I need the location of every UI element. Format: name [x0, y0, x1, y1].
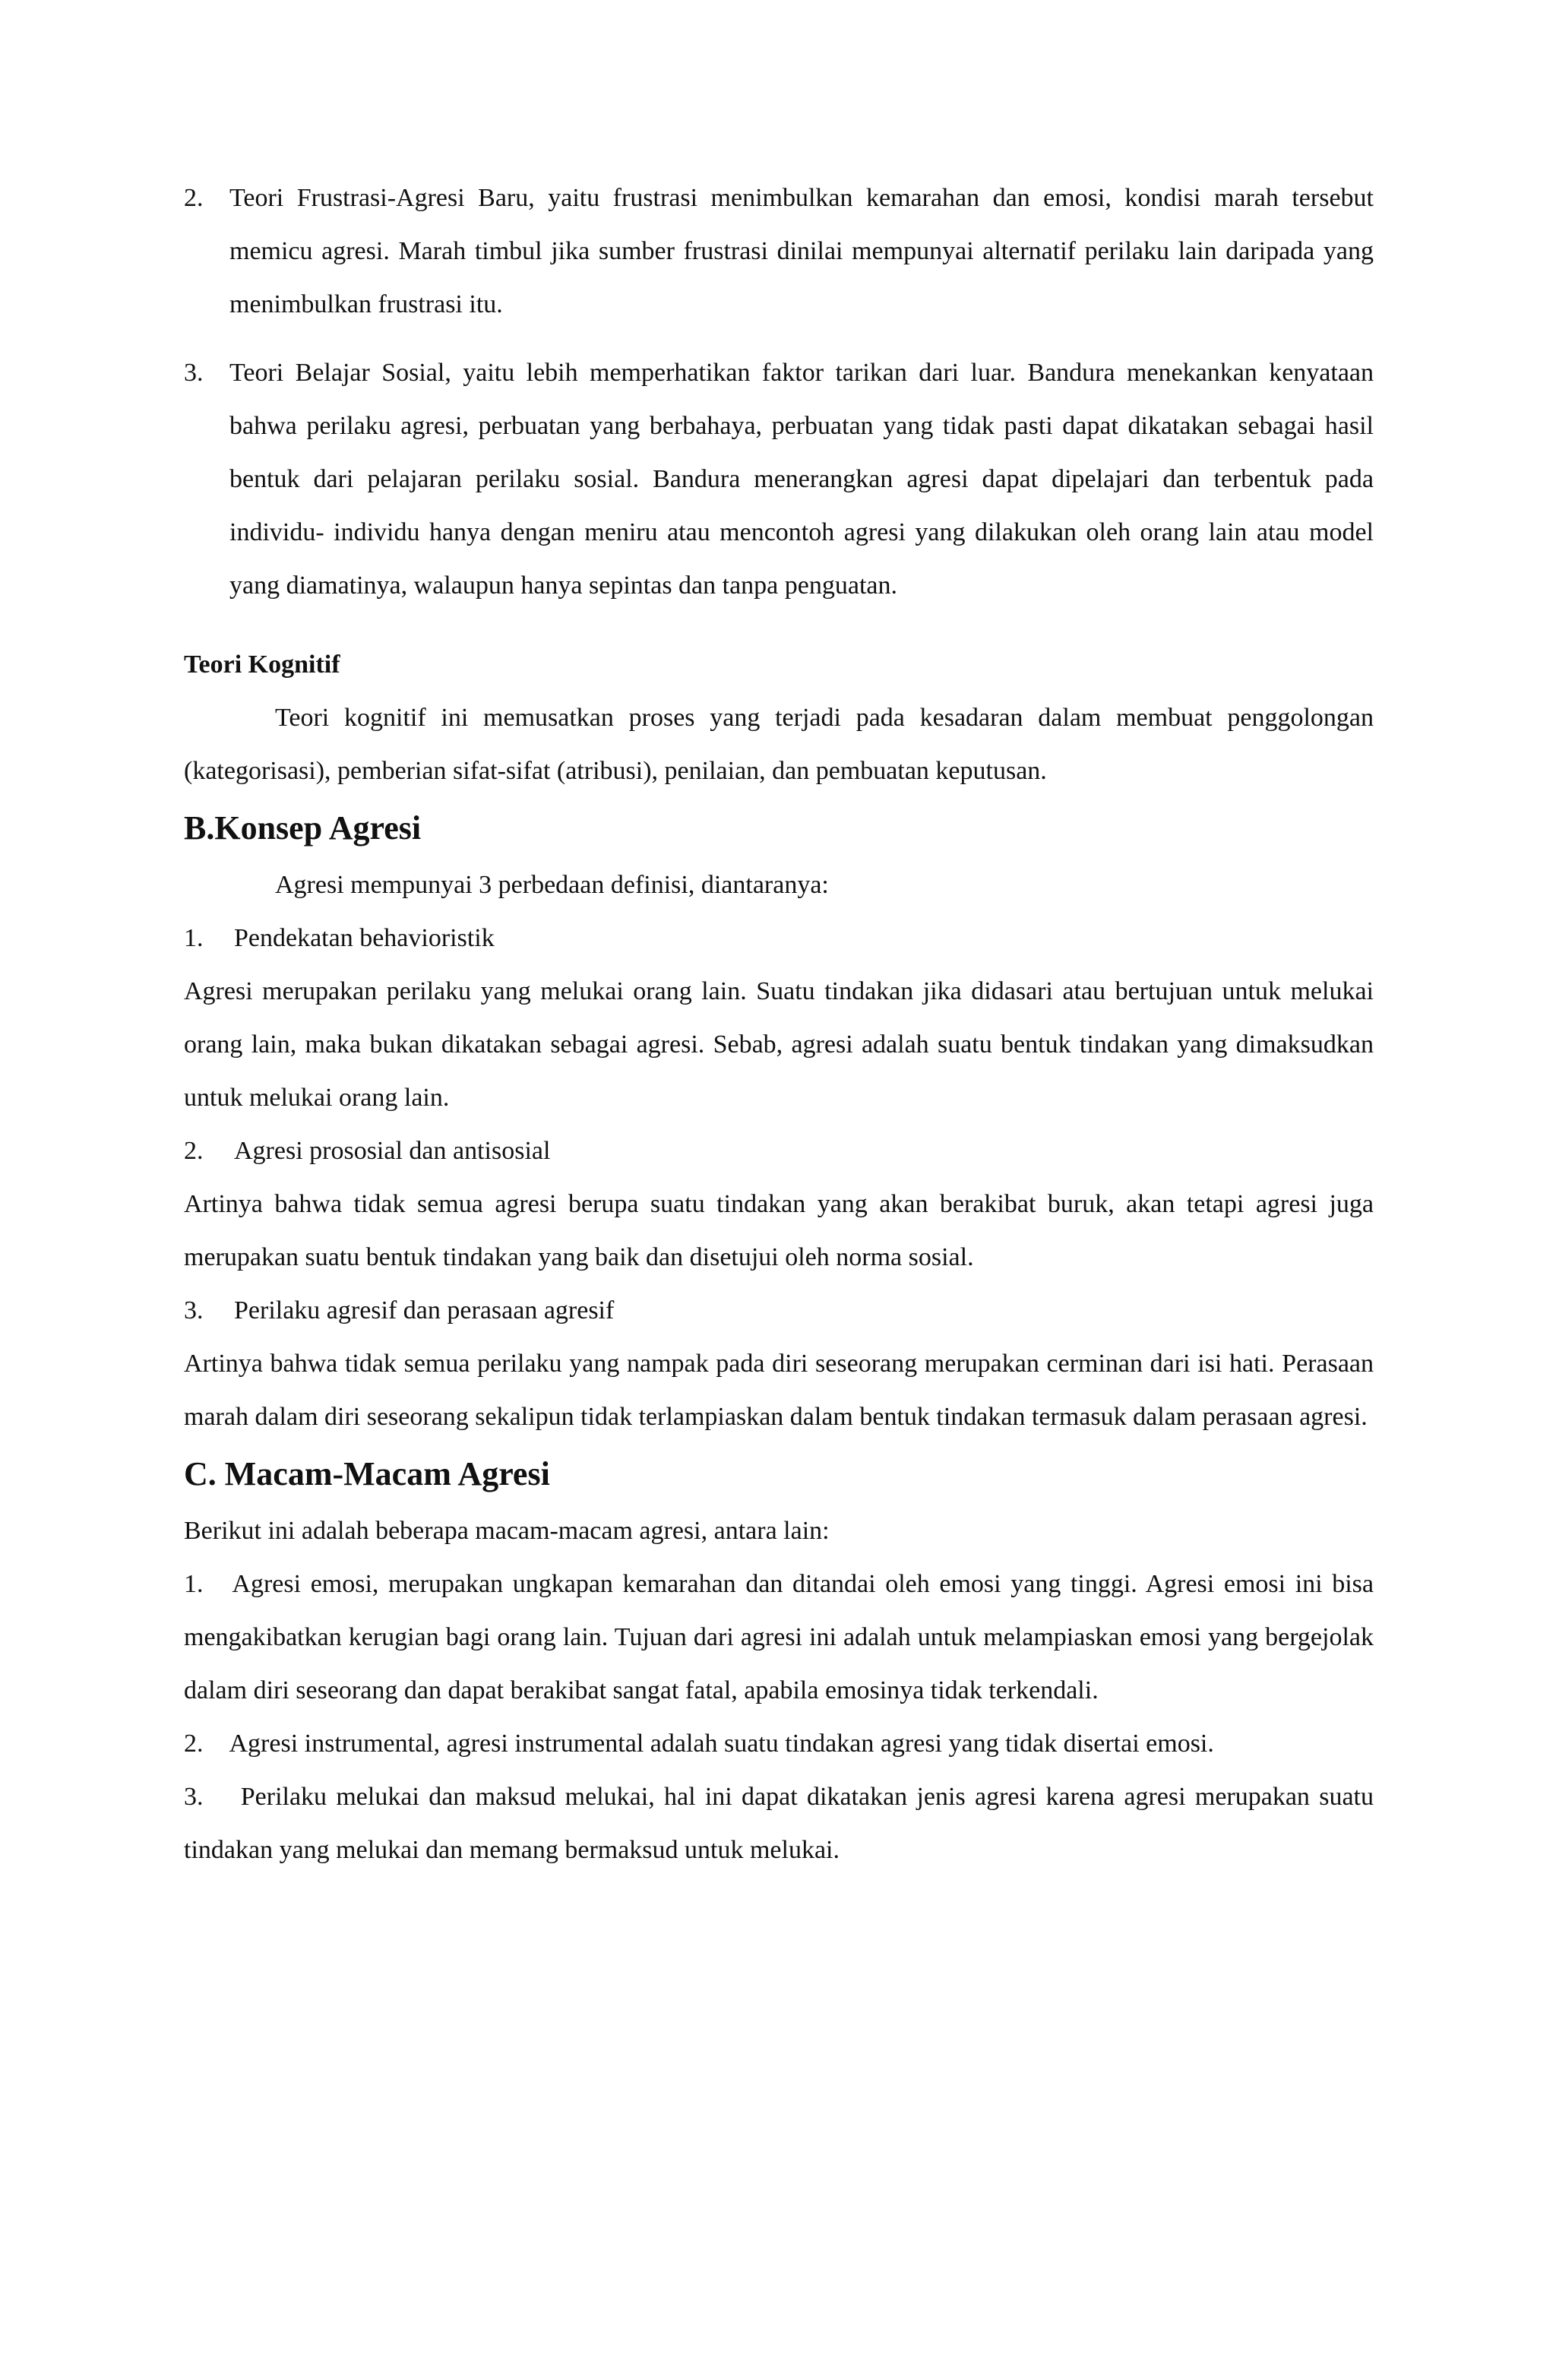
macam-item-text: Agresi emosi, merupakan ungkapan kemarahan dan ditandai oleh emosi yang tinggi. Agresi emosi ini bisa mengakibatkan kerugian bagi orang lain. Tujuan dari agresi ini adalah untuk melampiaskan emosi yang bergejolak dalam diri seseorang dan dapat berakibat sangat fatal, apabila emosinya tidak terkendali.	[184, 1570, 1374, 1704]
document-page	[184, 172, 1374, 1877]
theory-text: Teori Frustrasi-Agresi Baru, yaitu frustrasi menimbulkan kemarahan dan emosi, kondisi marah tersebut memicu agresi. Marah timbul jika sumber frustrasi dinilai mempunyai alternatif perilaku lain daripada yang menimbulkan frustrasi itu.	[229, 184, 1374, 318]
macam-item-3	[184, 1771, 1374, 1877]
macam-item-2	[184, 1717, 1374, 1771]
macam-item-text: Perilaku melukai dan maksud melukai, hal ini dapat dikatakan jenis agresi karena agresi merupakan suatu tindakan yang melukai dan memang bermaksud untuk melukai.	[184, 1783, 1374, 1864]
macam-item-text: Agresi instrumental, agresi instrumental adalah suatu tindakan agresi yang tidak disertai emosi.	[229, 1730, 1214, 1758]
list-number: 2.	[184, 184, 204, 212]
list-number: 2.	[184, 1137, 204, 1165]
list-number: 3.	[184, 359, 204, 387]
macam-item-1	[184, 1558, 1374, 1717]
list-number: 2.	[184, 1730, 204, 1758]
item-title: Pendekatan behavioristik	[234, 924, 495, 952]
list-number: 3.	[184, 1296, 204, 1325]
konsep-item-1	[184, 912, 1374, 965]
section-heading-konsep: B.Konsep Agresi	[184, 809, 422, 847]
list-number: 3.	[184, 1783, 204, 1811]
paragraph-macam-intro: Berikut ini adalah beberapa macam-macam agresi, antara lain:	[184, 1517, 830, 1545]
item-title: Agresi prososial dan antisosial	[234, 1137, 551, 1165]
paragraph-kognitif: Teori kognitif ini memusatkan proses yang terjadi pada kesadaran dalam membuat penggolongan (kategorisasi), pemberian sifat-sifat (atribusi), penilaian, dan pembuatan keputusan.	[184, 704, 1374, 785]
theory-item-3	[184, 347, 1374, 612]
item-title: Perilaku agresif dan perasaan agresif	[234, 1296, 615, 1325]
konsep-item-text: Agresi merupakan perilaku yang melukai orang lain. Suatu tindakan jika didasari atau bertujuan untuk melukai orang lain, maka bukan dikatakan sebagai agresi. Sebab, agresi adalah suatu bentuk tindakan yang dimaksudkan untuk melukai orang lain.	[184, 977, 1374, 1112]
konsep-item-3	[184, 1284, 1374, 1337]
konsep-item-2	[184, 1125, 1374, 1178]
paragraph-konsep-intro: Agresi mempunyai 3 perbedaan definisi, diantaranya:	[275, 871, 829, 899]
list-number: 1.	[184, 1570, 204, 1598]
section-heading-kognitif: Teori Kognitif	[184, 650, 340, 679]
list-number: 1.	[184, 924, 204, 952]
konsep-item-text: Artinya bahwa tidak semua perilaku yang nampak pada diri seseorang merupakan cerminan dari isi hati. Perasaan marah dalam diri seseorang sekalipun tidak terlampiaskan dalam bentuk tindakan termasuk dalam perasaan agresi.	[184, 1350, 1374, 1431]
theory-text: Teori Belajar Sosial, yaitu lebih memperhatikan faktor tarikan dari luar. Bandura menekankan kenyataan bahwa perilaku agresi, perbuatan yang berbahaya, perbuatan yang tidak pasti dapat dikatakan sebagai hasil bentuk dari pelajaran perilaku sosial. Bandura menerangkan agresi dapat dipelajari dan terbentuk pada individu- individu hanya dengan meniru atau mencontoh agresi yang dilakukan oleh orang lain atau model yang diamatinya, walaupun hanya sepintas dan tanpa penguatan.	[229, 359, 1374, 600]
theory-item-2	[184, 172, 1374, 331]
section-heading-macam: C. Macam-Macam Agresi	[184, 1455, 550, 1492]
konsep-item-text: Artinya bahwa tidak semua agresi berupa suatu tindakan yang akan berakibat buruk, akan tetapi agresi juga merupakan suatu bentuk tindakan yang baik dan disetujui oleh norma sosial.	[184, 1190, 1374, 1271]
